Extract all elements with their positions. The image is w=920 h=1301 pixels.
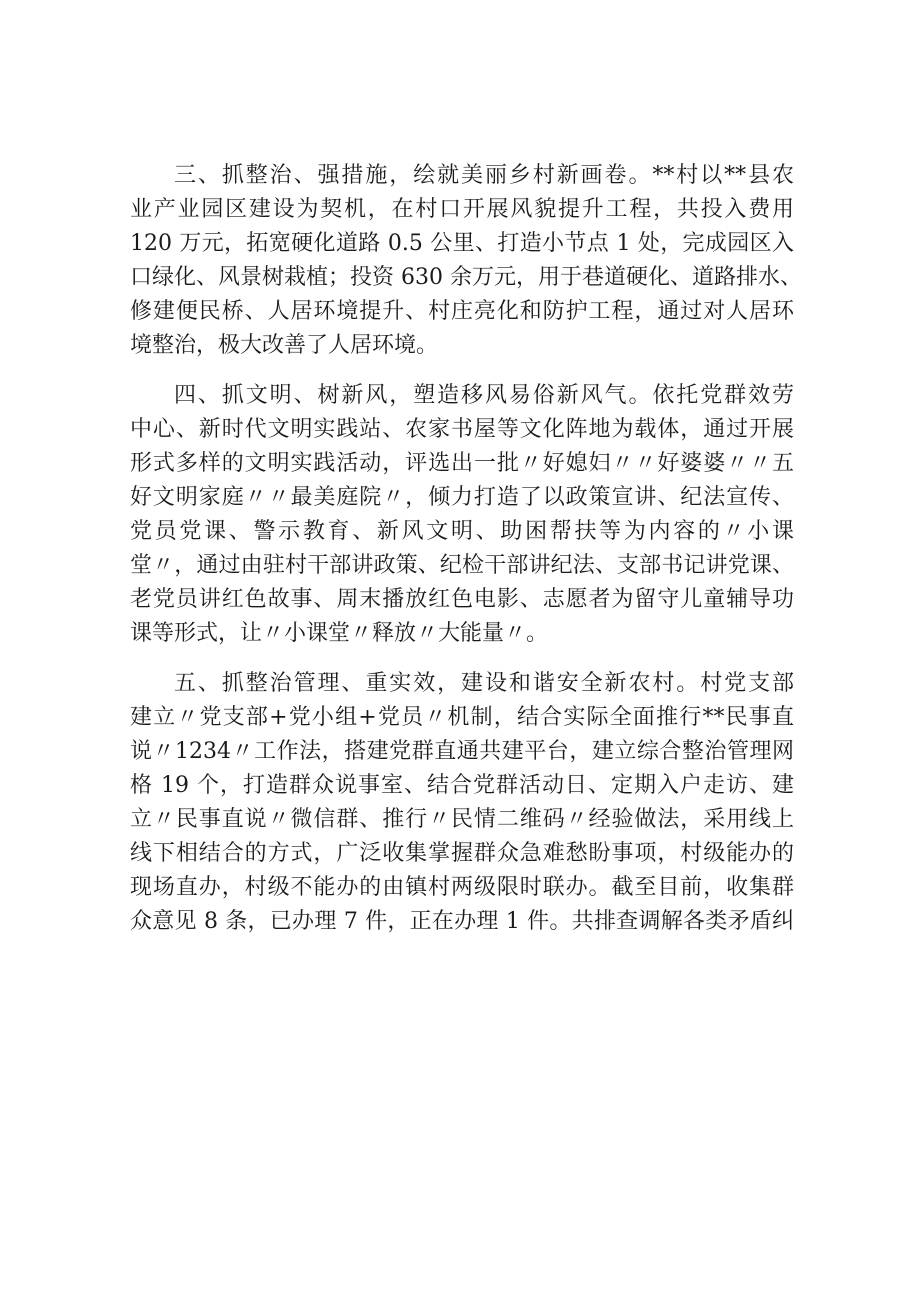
paragraph-4: [130, 379, 794, 651]
text-line: 形式多样的文明实践活动，评选出一批〃好媳妇〃〃好婆婆〃〃五: [130, 451, 794, 476]
text-line: 五、抓整治管理、重实效，建设和谐安全新农村。村党支部: [174, 671, 794, 696]
text-line: 三、抓整治、强措施，绘就美丽乡村新画卷。**村以**县农: [174, 163, 794, 188]
text-line: 四、抓文明、树新风，塑造移风易俗新风气。依托党群效劳: [174, 383, 794, 408]
text-line: 好文明家庭〃〃最美庭院〃，倾力打造了以政策宣讲、纪法宣传、: [130, 485, 794, 510]
text-line: 格 19 个，打造群众说事室、结合党群活动日、定期入户走访、建: [130, 773, 794, 798]
text-line: 众意见 8 条，已办理 7 件，正在办理 1 件。共排查调解各类矛盾纠: [130, 909, 794, 934]
text-line: 线下相结合的方式，广泛收集掌握群众急难愁盼事项，村级能办的: [130, 841, 794, 866]
text-line: 口绿化、风景树栽植；投资 630 余万元，用于巷道硬化、道路排水、: [130, 265, 802, 290]
text-line: 120 万元，拓宽硬化道路 0.5 公里、打造小节点 1 处，完成园区入: [130, 231, 794, 256]
text-line: 堂〃，通过由驻村干部讲政策、纪检干部讲纪法、支部书记讲党课、: [130, 553, 794, 578]
paragraph-5: [130, 667, 794, 939]
text-line: 境整治，极大改善了人居环境。: [130, 333, 439, 358]
text-line: 党员党课、警示教育、新风文明、助困帮扶等为内容的〃小课: [130, 519, 794, 544]
text-line: 说〃1234〃工作法，搭建党群直通共建平台，建立综合整治管理网: [130, 739, 794, 764]
text-line: 修建便民桥、人居环境提升、村庄亮化和防护工程，通过对人居环: [130, 299, 794, 324]
text-line: 业产业园区建设为契机，在村口开展风貌提升工程，共投入费用: [130, 197, 794, 222]
text-line: 立〃民事直说〃微信群、推行〃民情二维码〃经验做法，采用线上: [130, 807, 794, 832]
text-line: 建立〃党支部+党小组+党员〃机制，结合实际全面推行**民事直: [130, 705, 794, 730]
text-line: 老党员讲红色故事、周末播放红色电影、志愿者为留守儿童辅导功: [130, 587, 794, 612]
text-line: 中心、新时代文明实践站、农家书屋等文化阵地为载体，通过开展: [130, 417, 794, 442]
text-line: 课等形式，让〃小课堂〃释放〃大能量〃。: [130, 621, 549, 646]
text-line: 现场直办，村级不能办的由镇村两级限时联办。截至目前，收集群: [130, 875, 794, 900]
paragraph-3: [130, 159, 802, 363]
document-body: [130, 159, 802, 955]
